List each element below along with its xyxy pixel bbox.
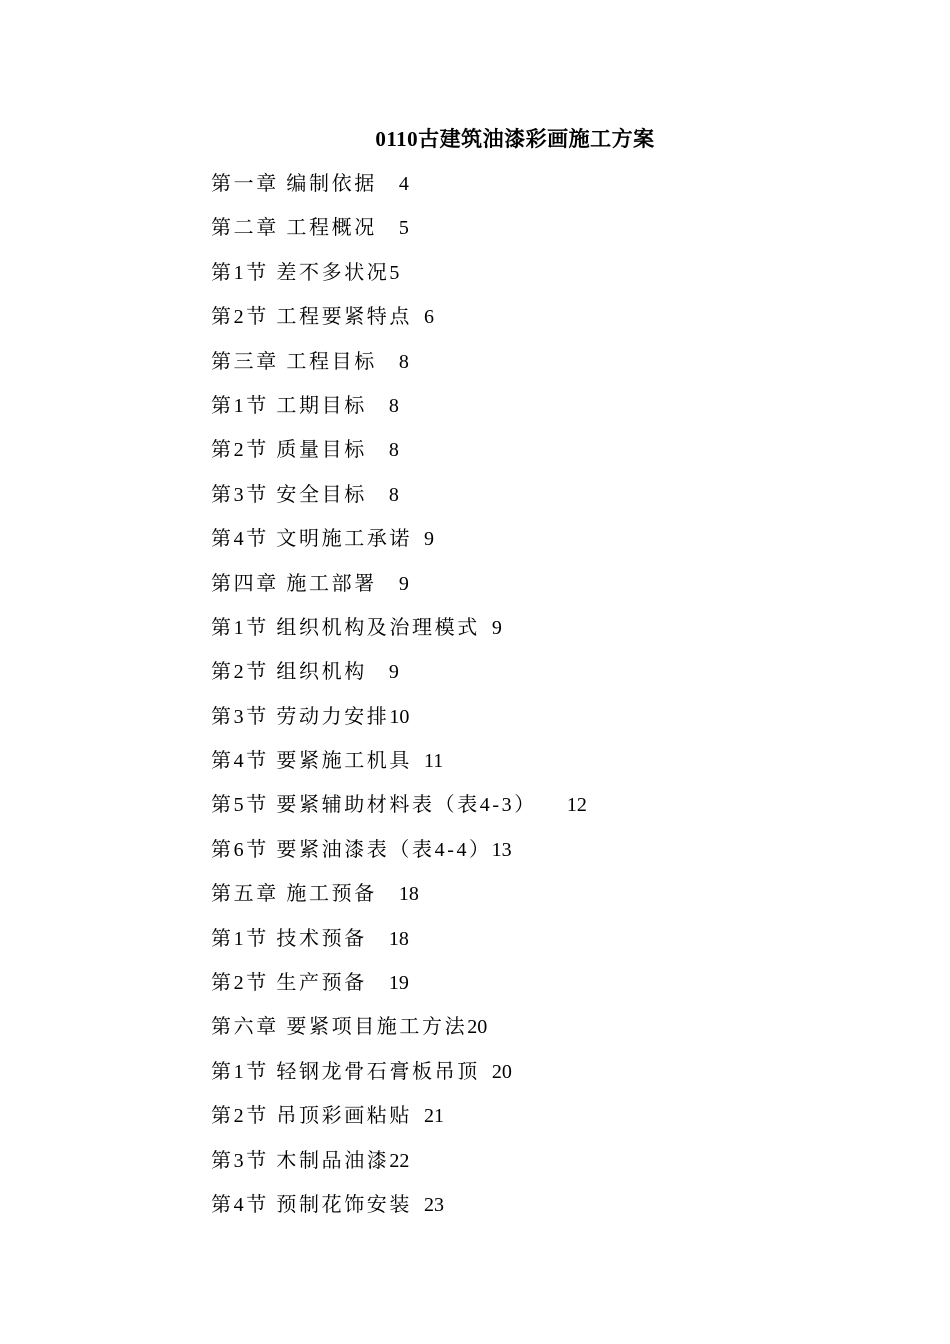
toc-entry-label: 第五章 施工预备 (211, 883, 377, 906)
toc-entry[interactable] (211, 479, 587, 523)
toc-entry-page: 9 (491, 616, 502, 639)
toc-entry[interactable] (211, 168, 587, 212)
toc-entry-page: 5 (389, 261, 400, 284)
toc-entry-page: 8 (398, 350, 409, 373)
toc-entry[interactable] (211, 568, 587, 612)
toc-entry-page: 20 (467, 1016, 488, 1039)
toc-entry-page: 21 (424, 1105, 444, 1128)
toc-entry-page: 8 (388, 394, 399, 417)
toc-entry-page: 5 (398, 217, 409, 240)
toc-entry-page: 8 (388, 439, 399, 462)
toc-entry-label: 第六章 要紧项目施工方法 (211, 1016, 468, 1039)
toc-entry-label: 第2节 质量目标 (211, 439, 367, 462)
toc-entry-label: 第二章 工程概况 (211, 217, 377, 240)
toc-entry[interactable] (211, 434, 587, 478)
toc-entry-label: 第3节 安全目标 (211, 483, 367, 506)
toc-entry-page: 12 (566, 794, 587, 817)
toc-entry[interactable] (211, 1056, 587, 1100)
toc-entry-label: 第一章 编制依据 (211, 173, 377, 195)
toc-entry[interactable] (211, 923, 587, 967)
toc-entry-page: 20 (491, 1060, 512, 1083)
toc-entry-page: 22 (389, 1149, 410, 1172)
toc-entry-page: 18 (398, 883, 419, 906)
toc-entry-page: 9 (398, 572, 409, 595)
toc-entry[interactable] (211, 878, 587, 922)
toc-entry[interactable] (211, 212, 587, 256)
toc-entry[interactable] (211, 1189, 587, 1233)
toc-entry[interactable] (211, 701, 587, 745)
toc-entry-label: 第3节 劳动力安排 (211, 705, 390, 728)
toc-entry[interactable] (211, 390, 587, 434)
toc-entry[interactable] (211, 1011, 587, 1055)
toc-entry-label: 第1节 工期目标 (211, 394, 367, 417)
toc-entry-page: 19 (388, 972, 409, 995)
toc-entry-page: 11 (424, 750, 444, 773)
toc-entry-label: 第6节 要紧油漆表（表4-4） (211, 838, 492, 861)
toc-entry-label: 第1节 技术预备 (211, 927, 367, 950)
toc-entry-label: 第2节 生产预备 (211, 972, 367, 995)
toc-entry-page: 9 (424, 528, 434, 551)
toc-entry[interactable] (211, 656, 587, 700)
toc-entry[interactable] (211, 834, 587, 878)
toc-entry-label: 第1节 差不多状况 (211, 261, 390, 284)
toc-entry-label: 第三章 工程目标 (211, 350, 377, 373)
toc-entry-page: 9 (388, 661, 399, 684)
toc-entry-label: 第2节 组织机构 (211, 661, 367, 684)
toc-entry-page: 13 (491, 838, 512, 861)
toc-entry[interactable] (211, 1100, 587, 1144)
toc-entry[interactable] (211, 789, 587, 833)
toc-entry-page: 8 (388, 483, 399, 506)
toc-entry-label: 第3节 木制品油漆 (211, 1149, 390, 1172)
toc-entry-label: 第1节 组织机构及治理模式 (211, 616, 480, 639)
toc-entry[interactable] (211, 257, 587, 301)
toc-entry[interactable] (211, 301, 587, 345)
toc-entry[interactable] (211, 1145, 587, 1189)
toc-entry[interactable] (211, 346, 587, 390)
toc-entry[interactable] (211, 523, 587, 567)
toc-entry-label: 第5节 要紧辅助材料表（表4-3） (211, 794, 537, 817)
table-of-contents (211, 168, 587, 1233)
toc-entry-label: 第4节 要紧施工机具 (211, 750, 412, 773)
toc-entry-label: 第四章 施工部署 (211, 572, 377, 595)
toc-entry[interactable] (211, 967, 587, 1011)
toc-entry-label: 第2节 吊顶彩画粘贴 (211, 1105, 412, 1128)
toc-entry[interactable] (211, 612, 587, 656)
document-title: 0110古建筑油漆彩画施工方案 (375, 127, 655, 151)
toc-entry-page: 18 (388, 927, 409, 950)
toc-entry-page: 6 (424, 306, 434, 329)
toc-entry[interactable] (211, 745, 587, 789)
toc-entry-page: 10 (389, 705, 410, 728)
toc-entry-label: 第2节 工程要紧特点 (211, 306, 412, 329)
toc-entry-page: 23 (424, 1193, 444, 1216)
toc-entry-label: 第4节 文明施工承诺 (211, 528, 412, 551)
toc-entry-label: 第4节 预制花饰安装 (211, 1193, 412, 1216)
toc-entry-label: 第1节 轻钢龙骨石膏板吊顶 (211, 1060, 480, 1083)
toc-entry-page: 4 (398, 173, 409, 195)
